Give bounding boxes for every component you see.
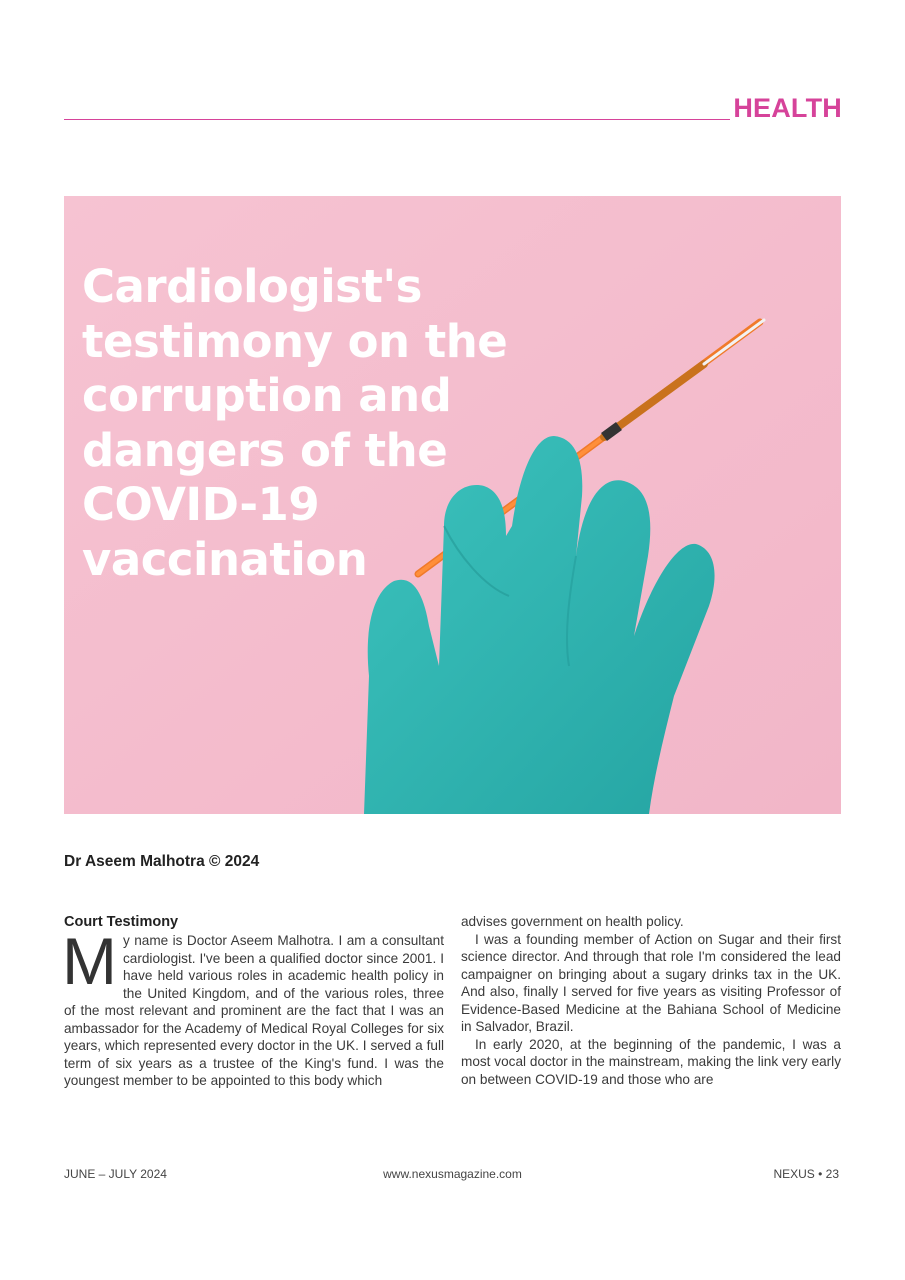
footer-page: NEXUS • 23	[773, 1167, 839, 1181]
title-line: dangers of the	[82, 423, 448, 477]
hero-image	[64, 196, 841, 814]
title-line: testimony on the	[82, 314, 508, 368]
article-column-left	[64, 913, 444, 1090]
body-paragraph: I was a founding member of Action on Sugar and their first science director. And through that role I'm considered the lead campaigner on bringing about a sugary drinks tax in the UK. And also, finally I served for five years as visiting Professor of Evidence-Based Medicine at the Bahiana School of Medicine in Salvador, Brazil.	[461, 931, 841, 1035]
title-line: COVID-19	[82, 478, 320, 531]
footer-issue: JUNE – JULY 2024	[64, 1167, 167, 1181]
byline: Dr Aseem Malhotra © 2024	[64, 853, 260, 870]
subheading: Court Testimony	[64, 914, 179, 930]
title-line: vaccination	[82, 532, 368, 586]
title-line: corruption and	[82, 369, 452, 422]
section-label: HEALTH	[733, 93, 842, 123]
body-text: y name is Doctor Aseem Malhotra. I am a consultant cardiologist. I've been a qualified doctor since 2001. I have held various roles in academic health policy in the United Kingdom, and of the various roles, three of the most relevant and prominent are the fact that I was an ambassador for the Academy of Medical Royal Colleges for six years, which represented every doctor in the UK. I served a full term of six years as a trustee of the King's fund. I was the youngest member to be appointed to this body which	[64, 933, 444, 1089]
body-paragraph	[62, 924, 444, 1090]
drop-cap: M	[62, 924, 117, 998]
section-rule	[64, 119, 730, 120]
body-paragraph: advises government on health policy.	[461, 914, 684, 929]
article-title	[82, 260, 522, 587]
article-column-right	[461, 913, 841, 1088]
title-line: Cardiologist's	[82, 260, 422, 313]
footer-website: www.nexusmagazine.com	[383, 1167, 522, 1181]
body-paragraph: In early 2020, at the beginning of the pandemic, I was a most vocal doctor in the mainstream, making the link very early on between COVID-19 and those who are	[461, 1036, 841, 1087]
